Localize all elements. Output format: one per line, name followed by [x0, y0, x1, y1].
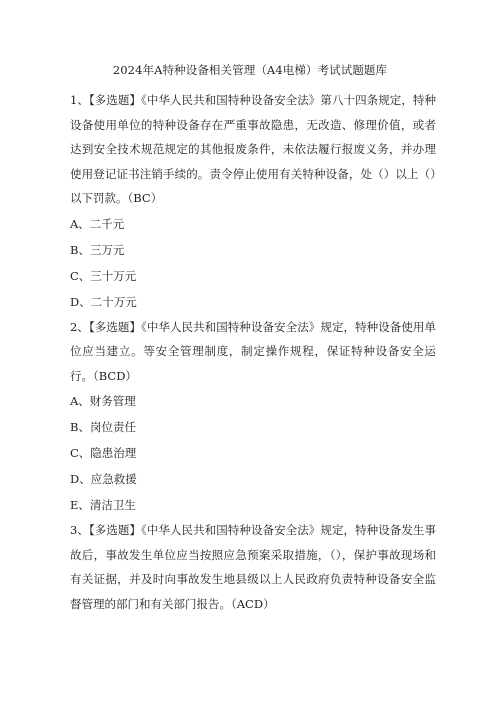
- option-e: E、清洁卫生: [70, 498, 136, 512]
- question-text: 3、【多选题】《中华人民共和国特种设备安全法》规定，特种设备发生事故后，事故发生单位应当按照应急预案采取措施，（），保护事故现场和有关证据，并及时向事故发生地县级以上人民政府负责特种设备安全监督管理的部门和有关部门报告。（ACD）: [70, 523, 436, 611]
- page-title: 2024年A特种设备相关管理（A4电梯）考试试题题库: [112, 63, 388, 77]
- option-a: A、财务管理: [70, 394, 136, 408]
- question-text: 1、【多选题】《中华人民共和国特种设备安全法》第八十四条规定，特种设备使用单位的特种设备存在严重事故隐患，无改造、修理价值，或者达到安全技术规范规定的其他报废条件，未依法履行报废义务，并办理使用登记证书注销手续的。责令停止使用有关特种设备，处（）以上（）以下罚款。（BC）: [70, 93, 436, 205]
- option-c: C、隐患治理: [70, 446, 137, 460]
- option-b: B、三万元: [70, 242, 125, 257]
- question-3: [70, 518, 436, 616]
- option-d: D、应急救援: [70, 472, 137, 486]
- question-1: [70, 88, 436, 315]
- question-list: [70, 88, 436, 616]
- option-b: B、岗位责任: [70, 420, 136, 434]
- question-text: 2、【多选题】《中华人民共和国特种设备安全法》规定，特种设备使用单位应当建立。等安全管理制度，制定操作规程，保证特种设备安全运行。（BCD）: [70, 319, 436, 383]
- option-a: A、二千元: [70, 216, 125, 231]
- question-2: [70, 315, 436, 519]
- option-c: C、三十万元: [70, 268, 137, 283]
- option-d: D、二十万元: [70, 294, 137, 309]
